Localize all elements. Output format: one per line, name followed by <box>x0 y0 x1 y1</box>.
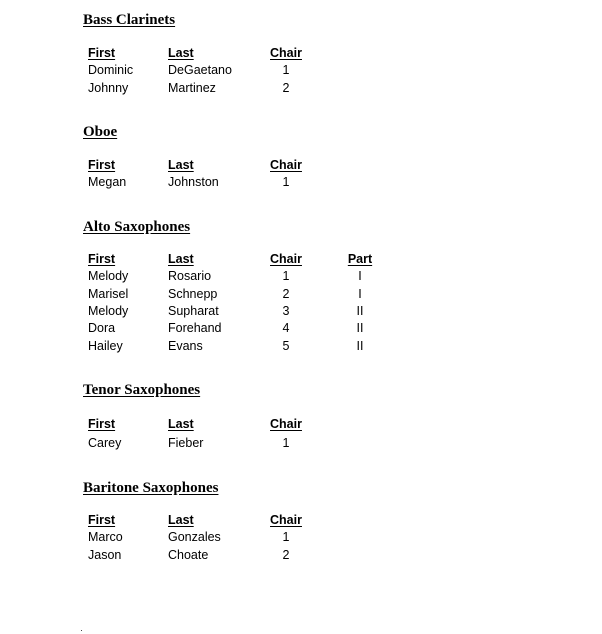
section-title: Alto Saxophones <box>83 219 191 235</box>
roster-table <box>88 251 374 355</box>
first-name: Carey <box>88 436 122 451</box>
header-last: Last <box>168 252 194 267</box>
roster-table <box>88 157 306 192</box>
chair-number: 2 <box>282 547 290 562</box>
last-name: Schnepp <box>168 286 218 301</box>
header-chair: Chair <box>270 158 302 173</box>
last-name: Gonzales <box>168 530 221 545</box>
header-first: First <box>88 417 116 432</box>
part-number: II <box>356 338 364 353</box>
first-name: Johnny <box>88 80 129 95</box>
table-row <box>88 433 306 454</box>
header-chair: Chair <box>270 513 302 528</box>
header-first: First <box>88 513 116 528</box>
chair-number: 3 <box>282 304 290 319</box>
chair-number: 5 <box>282 338 290 353</box>
roster-table <box>88 512 306 564</box>
spacer <box>306 251 346 268</box>
last-name: Choate <box>168 547 209 562</box>
table-row <box>88 268 374 285</box>
section-title: Bass Clarinets <box>83 12 176 28</box>
chair-number: 1 <box>282 63 290 78</box>
table-row <box>88 320 374 337</box>
last-name: Johnston <box>168 175 219 190</box>
header-first: First <box>88 46 116 61</box>
table-row <box>88 303 374 320</box>
last-name: Martinez <box>168 80 216 95</box>
first-name: Dominic <box>88 63 134 78</box>
first-name: Marisel <box>88 286 129 301</box>
stray-mark <box>81 630 82 631</box>
header-row <box>88 157 306 174</box>
chair-number: 1 <box>282 269 290 284</box>
spacer <box>306 286 346 303</box>
first-name: Jason <box>88 547 122 562</box>
header-part: Part <box>347 252 373 267</box>
chair-number: 1 <box>282 530 290 545</box>
last-name: Evans <box>168 338 203 353</box>
header-last: Last <box>168 158 194 173</box>
first-name: Dora <box>88 321 116 336</box>
header-chair: Chair <box>270 417 302 432</box>
header-row <box>88 512 306 529</box>
section-title: Baritone Saxophones <box>83 480 219 496</box>
header-row <box>88 45 306 62</box>
header-first: First <box>88 158 116 173</box>
last-name: Fieber <box>168 436 204 451</box>
table-row <box>88 80 306 97</box>
chair-number: 2 <box>282 286 290 301</box>
spacer <box>306 337 346 354</box>
spacer <box>306 303 346 320</box>
first-name: Hailey <box>88 338 123 353</box>
header-first: First <box>88 252 116 267</box>
chair-number: 2 <box>282 80 290 95</box>
spacer <box>306 268 346 285</box>
first-name: Melody <box>88 269 129 284</box>
table-row <box>88 547 306 564</box>
header-row <box>88 251 374 268</box>
header-last: Last <box>168 417 194 432</box>
table-row <box>88 337 374 354</box>
first-name: Melody <box>88 304 129 319</box>
first-name: Marco <box>88 530 123 545</box>
section-title: Tenor Saxophones <box>83 382 201 398</box>
last-name: Forehand <box>168 321 222 336</box>
header-chair: Chair <box>270 252 302 267</box>
table-row <box>88 62 306 79</box>
first-name: Megan <box>88 175 127 190</box>
part-number: I <box>358 269 362 284</box>
header-last: Last <box>168 513 194 528</box>
roster-table <box>88 45 306 97</box>
part-number: II <box>356 321 364 336</box>
part-number: II <box>356 304 364 319</box>
last-name: Rosario <box>168 269 212 284</box>
header-chair: Chair <box>270 46 302 61</box>
header-last: Last <box>168 46 194 61</box>
last-name: DeGaetano <box>168 63 232 78</box>
chair-number: 1 <box>282 175 290 190</box>
chair-number: 4 <box>282 321 290 336</box>
table-row <box>88 174 306 191</box>
last-name: Supharat <box>168 304 219 319</box>
table-row <box>88 286 374 303</box>
header-row <box>88 416 306 433</box>
table-row <box>88 529 306 546</box>
roster-table <box>88 416 306 454</box>
section-title: Oboe <box>83 124 118 140</box>
part-number: I <box>358 286 362 301</box>
chair-number: 1 <box>282 436 290 451</box>
spacer <box>306 320 346 337</box>
